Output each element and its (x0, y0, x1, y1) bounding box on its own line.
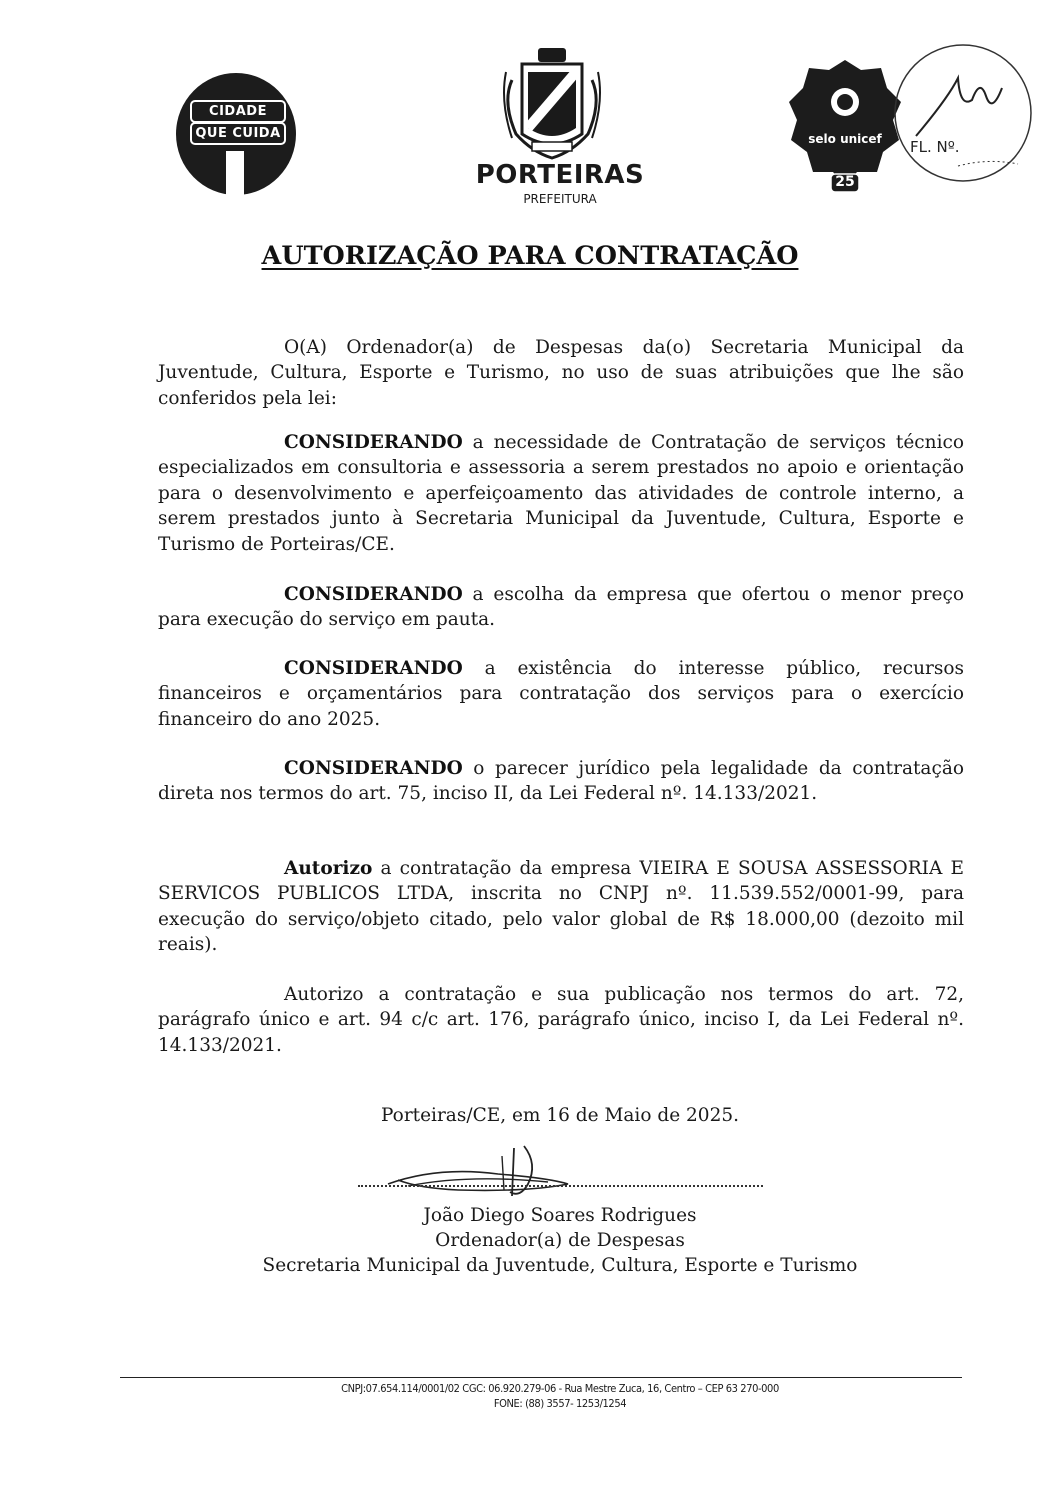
considerando-lead: CONSIDERANDO (284, 658, 463, 679)
stamp-circle-icon (888, 38, 1038, 188)
signature-line (358, 1185, 763, 1187)
autorizo-text: a contratação da empresa VIEIRA E SOUSA ASSESSORIA E SERVICOS PUBLICOS LTDA, inscrita no CNPJ nº. 11.539.552/0001-99, para execução do serviço/objeto citado, pelo valor global de R$ 18.000,00 (dezoito mil reais). (158, 858, 964, 956)
signature-icon (378, 1144, 578, 1206)
considerando-lead: CONSIDERANDO (284, 432, 463, 453)
considerando-text: o parecer jurídico pela legalidade da contratação direta nos termos do art. 75, inciso II, da Lei Federal nº. 14.133/2021. (158, 758, 964, 805)
signatory-role: Ordenador(a) de Despesas (435, 1230, 685, 1251)
considerando-lead: CONSIDERANDO (284, 584, 463, 605)
considerando-text: a existência do interesse público, recursos financeiros e orçamentários para contratação dos serviços para o exercício financeiro do ano 2025. (158, 658, 964, 730)
intro-paragraph (158, 335, 964, 411)
document-title: AUTORIZAÇÃO PARA CONTRATAÇÃO (261, 241, 799, 271)
seal-number: 25 (835, 174, 855, 190)
signatory-name: João Diego Soares Rodrigues (423, 1205, 697, 1226)
considerando-4 (158, 756, 964, 807)
signatory-office: Secretaria Municipal da Juventude, Cultura, Esporte e Turismo (262, 1255, 858, 1276)
footer-divider (120, 1377, 962, 1378)
logo-line-1: CIDADE (190, 100, 286, 123)
considerando-1 (158, 430, 964, 557)
logo-stem (226, 151, 244, 195)
place-date: Porteiras/CE, em 16 de Maio de 2025. (380, 1105, 739, 1126)
folio-label: FL. Nº. (910, 138, 960, 156)
considerando-text: a escolha da empresa que ofertou o menor preço para execução do serviço em pauta. (158, 584, 964, 631)
considerando-lead: CONSIDERANDO (284, 758, 463, 779)
seal-label: selo unicef (808, 132, 882, 146)
logo-line-2: QUE CUIDA (190, 122, 286, 145)
publicacao-paragraph (158, 982, 964, 1058)
publicacao-text: Autorizo a contratação e sua publicação nos termos do art. 72, parágrafo único e art. 94 c/c art. 176, parágrafo único, inciso I, da Lei Federal nº. 14.133/2021. (158, 984, 964, 1056)
brand-subtitle: PREFEITURA (523, 192, 597, 206)
unicef-seal (787, 56, 903, 196)
footer-line-1: CNPJ:07.654.114/0001/02 CGC: 06.920.279-06 - Rua Mestre Zuca, 16, Centro – CEP 63 270-000 (341, 1382, 779, 1395)
cidade-que-cuida-logo (176, 73, 296, 195)
autorizo-lead: Autorizo (284, 858, 373, 879)
footer-line-2: FONE: (88) 3557- 1253/1254 (493, 1397, 627, 1410)
brand-name: PORTEIRAS (475, 160, 645, 190)
porteiras-crest-icon (498, 42, 606, 162)
autorizo-paragraph (158, 856, 964, 958)
controladoria-stamp (888, 38, 1038, 188)
considerando-text: a necessidade de Contratação de serviços técnico especializados em consultoria e assessoria a serem prestados no apoio e orientação para o desenvolvimento e aperfeiçoamento das atividades de controle interno, a serem prestados junto à Secretaria Municipal da Juventude, Cultura, Esporte e Turismo de Porteiras/CE. (158, 432, 964, 555)
considerando-2 (158, 582, 964, 633)
considerando-3 (158, 656, 964, 732)
intro-text: O(A) Ordenador(a) de Despesas da(o) Secretaria Municipal da Juventude, Cultura, Esporte e Turismo, no uso de suas atribuições que lhe são conferidos pela lei: (158, 337, 964, 409)
